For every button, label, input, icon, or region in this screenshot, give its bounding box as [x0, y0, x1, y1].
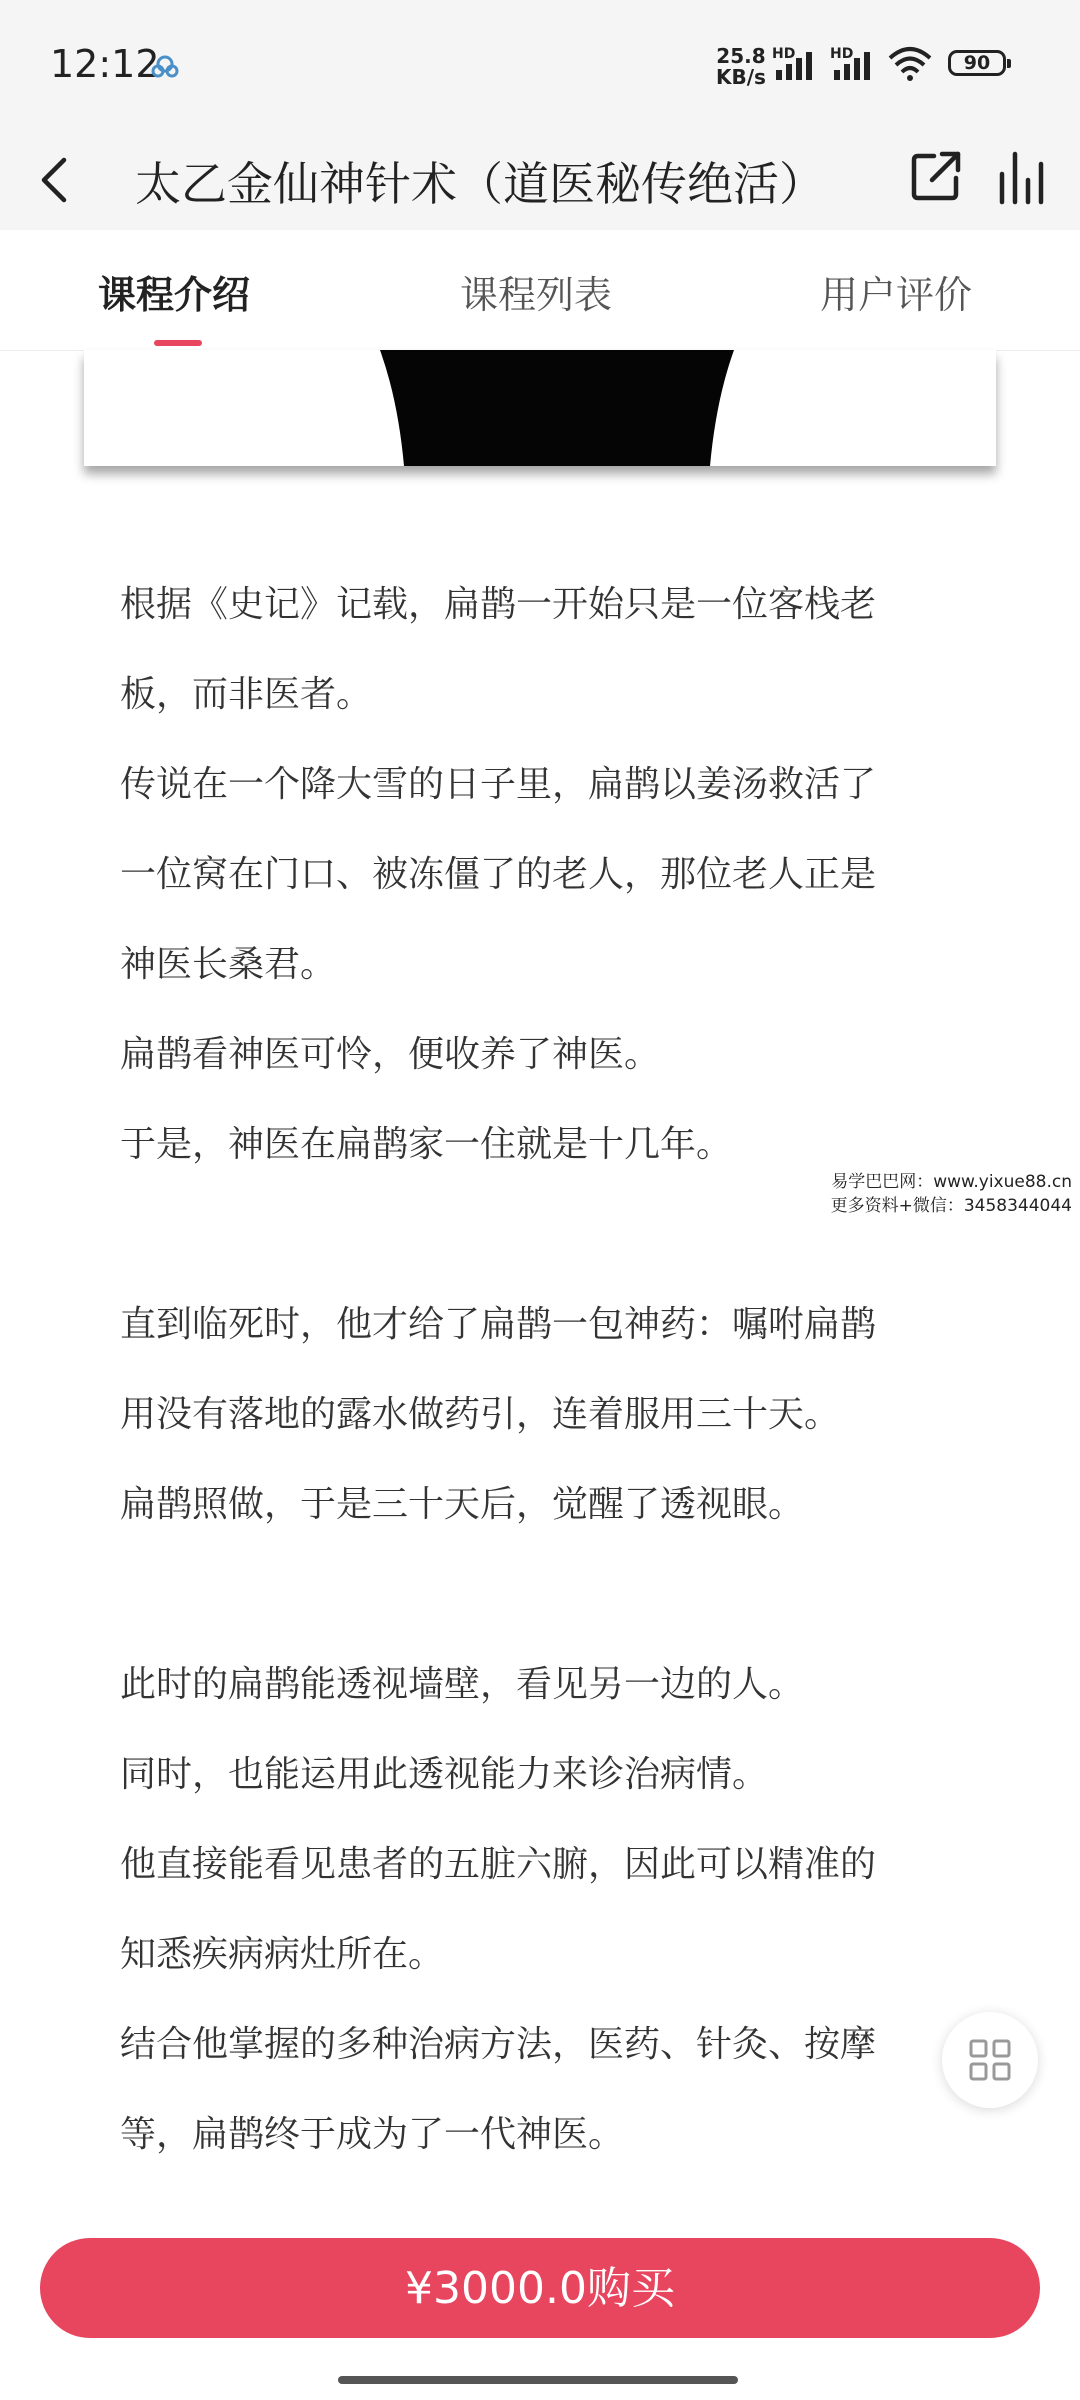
hd-label-2: HD — [830, 46, 854, 62]
net-speed-unit: KB/s — [716, 65, 766, 89]
signal-icon — [774, 52, 818, 80]
page-title: 太乙金仙神针术（道医秘传绝活） — [135, 157, 825, 211]
article-body — [120, 560, 980, 2180]
text-line: 神医长桑君。 — [120, 944, 337, 985]
tab-course-list[interactable]: 课程列表 — [460, 273, 613, 317]
hd-label: HD — [772, 46, 796, 62]
watermark-line-2: 更多资料+微信：3458344044 — [830, 1196, 1072, 1216]
text-line: 扁鹊照做，于是三十天后，觉醒了透视眼。 — [120, 1484, 805, 1525]
grid-icon — [968, 2038, 1012, 2082]
text-line: 此时的扁鹊能透视墙壁，看见另一边的人。 — [120, 1664, 805, 1705]
tab-bar — [0, 230, 1080, 351]
header — [0, 130, 1080, 230]
text-line: 结合他掌握的多种治病方法，医药、针灸、按摩 — [120, 2024, 877, 2065]
status-time: 12:12 — [50, 42, 160, 86]
wifi-icon — [888, 46, 932, 82]
watermark — [822, 1170, 1072, 1218]
paragraph-1 — [120, 560, 980, 1190]
home-indicator[interactable] — [338, 2376, 738, 2384]
figure-silhouette — [380, 350, 734, 466]
text-line: 知悉疾病病灶所在。 — [120, 1934, 445, 1975]
text-line: 直到临死时，他才给了扁鹊一包神药：嘱咐扁鹊 — [120, 1304, 877, 1345]
net-speed-value: 25.8 — [716, 44, 766, 68]
buy-button[interactable]: ¥3000.0购买 — [40, 2238, 1040, 2338]
signal-icon-2 — [832, 52, 876, 80]
text-line: 传说在一个降大雪的日子里，扁鹊以姜汤救活了 — [120, 764, 877, 805]
text-line: 等，扁鹊终于成为了一代神医。 — [120, 2114, 625, 2155]
chevron-left-icon[interactable] — [36, 154, 72, 206]
bar-chart-icon[interactable] — [996, 150, 1048, 206]
watermark-line-1: 易学巴巴网：www.yixue88.cn — [831, 1172, 1072, 1192]
status-bar — [0, 0, 1080, 130]
text-line: 板，而非医者。 — [120, 674, 373, 715]
text-line: 他直接能看见患者的五脏六腑，因此可以精准的 — [120, 1844, 877, 1885]
text-line: 同时，也能运用此透视能力来诊治病情。 — [120, 1754, 769, 1795]
paragraph-3 — [120, 1640, 980, 2180]
text-line: 用没有落地的露水做药引，连着服用三十天。 — [120, 1394, 841, 1435]
intro-image — [84, 350, 996, 466]
active-tab-indicator — [154, 340, 202, 346]
text-line: 根据《史记》记载，扁鹊一开始只是一位客栈老 — [120, 584, 877, 625]
share-icon[interactable] — [908, 148, 964, 204]
floating-menu-button[interactable] — [942, 2012, 1038, 2108]
text-line: 于是，神医在扁鹊家一住就是十几年。 — [120, 1124, 733, 1165]
tab-user-reviews[interactable]: 用户评价 — [820, 273, 973, 317]
text-line: 一位窝在门口、被冻僵了的老人，那位老人正是 — [120, 854, 877, 895]
paragraph-2 — [120, 1280, 980, 1550]
battery-indicator: 90 — [948, 50, 1006, 76]
text-line: 扁鹊看神医可怜，便收养了神医。 — [120, 1034, 661, 1075]
tab-course-intro[interactable]: 课程介绍 — [98, 273, 251, 317]
cloud-icon — [150, 54, 180, 78]
net-speed — [716, 46, 766, 88]
